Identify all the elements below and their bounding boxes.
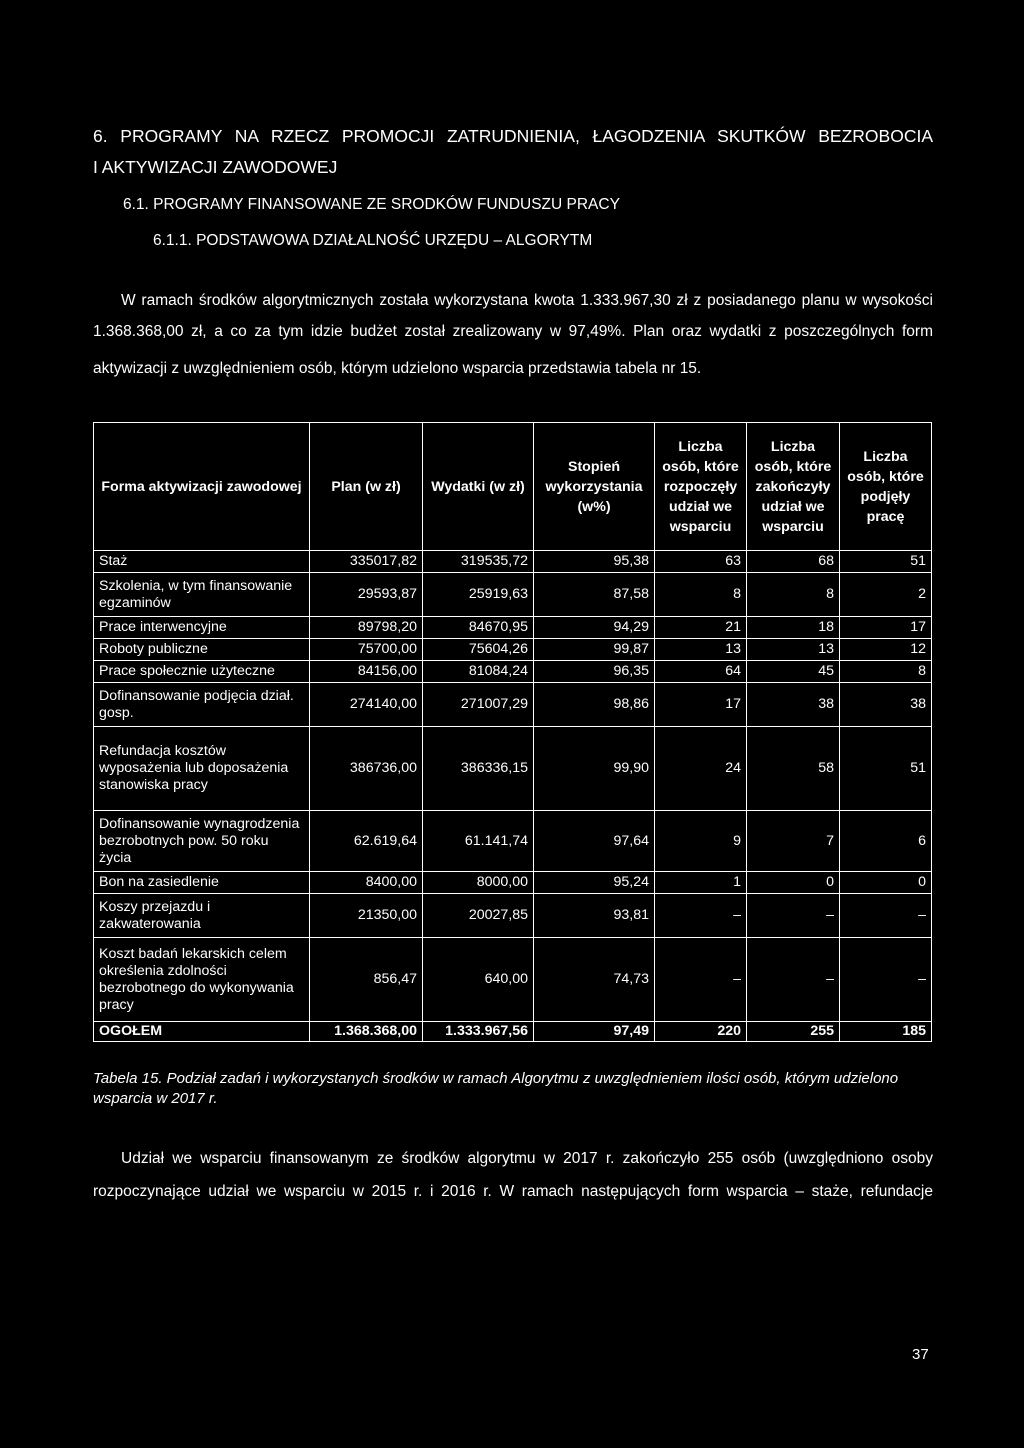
cell-form: Prace społecznie użyteczne: [94, 661, 310, 683]
cell-started: 13: [655, 639, 747, 661]
cell-plan: 89798,20: [310, 617, 423, 639]
total-cell-form: OGOŁEM: [94, 1022, 310, 1042]
cell-form: Szkolenia, w tym finansowanie egzaminów: [94, 573, 310, 617]
cell-started: –: [655, 894, 747, 938]
cell-form: Refundacja kosztów wyposażenia lub doposażenia stanowiska pracy: [94, 727, 310, 811]
intro-paragraph-line2: 1.368.368,00 zł, a co za tym idzie budżet został zrealizowany w 97,49%. Plan oraz wydatki z poszczególnych form: [93, 323, 933, 340]
cell-expenses: 271007,29: [423, 683, 534, 727]
page-number: 37: [912, 1346, 929, 1363]
cell-finished: 38: [747, 683, 840, 727]
table-row-przejazd: [94, 894, 932, 938]
cell-employed: 2: [840, 573, 932, 617]
cell-expenses: 8000,00: [423, 872, 534, 894]
cell-started: 1: [655, 872, 747, 894]
cell-plan: 8400,00: [310, 872, 423, 894]
table-row-wynagrodzenia: [94, 811, 932, 872]
col-header-finished: Liczba osób, które zakończyły udział we wsparciu: [747, 423, 840, 551]
cell-finished: 45: [747, 661, 840, 683]
intro-paragraph-line1: W ramach środków algorytmicznych została wykorzystana kwota 1.333.967,30 zł z posiadanego planu w wysokości: [121, 292, 933, 309]
cell-started: 17: [655, 683, 747, 727]
cell-employed: 12: [840, 639, 932, 661]
cell-employed: 8: [840, 661, 932, 683]
cell-plan: 75700,00: [310, 639, 423, 661]
cell-plan: 386736,00: [310, 727, 423, 811]
cell-employed: 51: [840, 727, 932, 811]
section-heading-line2: I AKTYWIZACJI ZAWODOWEJ: [93, 157, 338, 177]
cell-utilization: 98,86: [534, 683, 655, 727]
total-cell-started: 220: [655, 1022, 747, 1042]
subsection-heading: 6.1. PROGRAMY FINANSOWANE ZE SRODKÓW FUNDUSZU PRACY: [123, 196, 620, 213]
cell-utilization: 99,90: [534, 727, 655, 811]
col-header-plan: Plan (w zł): [310, 423, 423, 551]
cell-started: 64: [655, 661, 747, 683]
intro-paragraph-line3: aktywizacji z uwzględnieniem osób, którym udzielono wsparcia przedstawia tabela nr 15.: [93, 360, 702, 377]
cell-finished: –: [747, 938, 840, 1022]
col-header-utilization: Stopień wykorzystania (w%): [534, 423, 655, 551]
table-row-badania: [94, 938, 932, 1022]
cell-finished: 7: [747, 811, 840, 872]
table-row-bon: [94, 872, 932, 894]
cell-plan: 335017,82: [310, 551, 423, 573]
cell-employed: 0: [840, 872, 932, 894]
cell-employed: 6: [840, 811, 932, 872]
table-row-refundacja: [94, 727, 932, 811]
table-row-staz: [94, 551, 932, 573]
cell-finished: 58: [747, 727, 840, 811]
algorithm-table: [93, 422, 932, 1042]
cell-plan: 856,47: [310, 938, 423, 1022]
cell-form: Dofinansowanie podjęcia dział. gosp.: [94, 683, 310, 727]
cell-started: 8: [655, 573, 747, 617]
cell-utilization: 74,73: [534, 938, 655, 1022]
total-cell-finished: 255: [747, 1022, 840, 1042]
cell-employed: –: [840, 938, 932, 1022]
cell-expenses: 20027,85: [423, 894, 534, 938]
cell-form: Prace interwencyjne: [94, 617, 310, 639]
cell-expenses: 386336,15: [423, 727, 534, 811]
cell-expenses: 640,00: [423, 938, 534, 1022]
cell-utilization: 95,38: [534, 551, 655, 573]
cell-form: Koszy przejazdu i zakwaterowania: [94, 894, 310, 938]
cell-expenses: 84670,95: [423, 617, 534, 639]
cell-finished: –: [747, 894, 840, 938]
table-row-total: [94, 1022, 932, 1042]
table-header-row: [94, 423, 932, 551]
cell-form: Bon na zasiedlenie: [94, 872, 310, 894]
total-cell-expenses: 1.333.967,56: [423, 1022, 534, 1042]
cell-employed: 38: [840, 683, 932, 727]
cell-plan: 62.619,64: [310, 811, 423, 872]
table-row-roboty-publiczne: [94, 639, 932, 661]
cell-utilization: 99,87: [534, 639, 655, 661]
cell-expenses: 319535,72: [423, 551, 534, 573]
cell-expenses: 25919,63: [423, 573, 534, 617]
cell-finished: 18: [747, 617, 840, 639]
cell-started: 63: [655, 551, 747, 573]
subsubsection-heading: 6.1.1. PODSTAWOWA DZIAŁALNOŚĆ URZĘDU – ALGORYTM: [153, 232, 593, 249]
cell-plan: 84156,00: [310, 661, 423, 683]
cell-utilization: 96,35: [534, 661, 655, 683]
cell-form: Roboty publiczne: [94, 639, 310, 661]
col-header-expenses: Wydatki (w zł): [423, 423, 534, 551]
table-row-prace-interwencyjne: [94, 617, 932, 639]
cell-expenses: 61.141,74: [423, 811, 534, 872]
cell-plan: 29593,87: [310, 573, 423, 617]
cell-plan: 274140,00: [310, 683, 423, 727]
table-body: [94, 551, 932, 1042]
cell-started: 9: [655, 811, 747, 872]
cell-expenses: 75604,26: [423, 639, 534, 661]
cell-started: 21: [655, 617, 747, 639]
col-header-started: Liczba osób, które rozpoczęły udział we wsparciu: [655, 423, 747, 551]
section-heading-line1: 6. PROGRAMY NA RZECZ PROMOCJI ZATRUDNIENIA, ŁAGODZENIA SKUTKÓW BEZROBOCIA: [93, 126, 933, 146]
cell-form: Dofinansowanie wynagrodzenia bezrobotnych pow. 50 roku życia: [94, 811, 310, 872]
cell-plan: 21350,00: [310, 894, 423, 938]
cell-utilization: 87,58: [534, 573, 655, 617]
table-row-prace-spoleczne: [94, 661, 932, 683]
table-row-szkolenia: [94, 573, 932, 617]
cell-finished: 68: [747, 551, 840, 573]
cell-utilization: 97,64: [534, 811, 655, 872]
cell-finished: 8: [747, 573, 840, 617]
cell-form: Staż: [94, 551, 310, 573]
cell-employed: 51: [840, 551, 932, 573]
table-row-dzialalnosc: [94, 683, 932, 727]
cell-form: Koszt badań lekarskich celem określenia zdolności bezrobotnego do wykonywania pracy: [94, 938, 310, 1022]
cell-started: –: [655, 938, 747, 1022]
cell-utilization: 94,29: [534, 617, 655, 639]
col-header-form: Forma aktywizacji zawodowej: [94, 423, 310, 551]
cell-started: 24: [655, 727, 747, 811]
cell-expenses: 81084,24: [423, 661, 534, 683]
cell-employed: 17: [840, 617, 932, 639]
total-cell-employed: 185: [840, 1022, 932, 1042]
cell-utilization: 95,24: [534, 872, 655, 894]
outro-paragraph-line2: rozpoczynające udział we wsparciu w 2015 r. i 2016 r. W ramach następujących form wsparcia – staże, refundacje: [93, 1183, 933, 1200]
total-cell-plan: 1.368.368,00: [310, 1022, 423, 1042]
col-header-employed: Liczba osób, które podjęły pracę: [840, 423, 932, 551]
cell-employed: –: [840, 894, 932, 938]
cell-utilization: 93,81: [534, 894, 655, 938]
total-cell-utilization: 97,49: [534, 1022, 655, 1042]
cell-finished: 0: [747, 872, 840, 894]
outro-paragraph-line1: Udział we wsparciu finansowanym ze środków algorytmu w 2017 r. zakończyło 255 osób (uwzględniono osoby: [121, 1150, 933, 1167]
table-caption: Tabela 15. Podział zadań i wykorzystanych środków w ramach Algorytmu z uwzględnieniem ilości osób, którym udzielono wsparcia w 2017 r.: [93, 1070, 899, 1107]
cell-finished: 13: [747, 639, 840, 661]
